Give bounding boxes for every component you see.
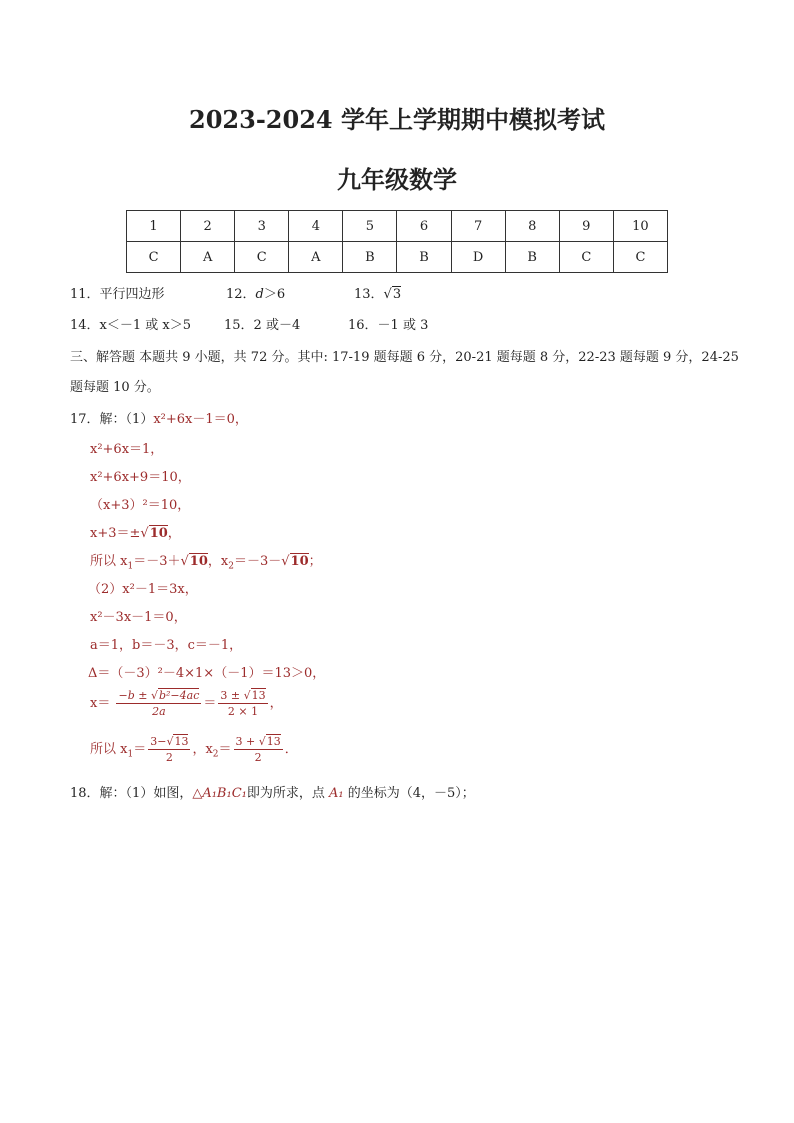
sqrt-symbol: √ — [383, 287, 392, 302]
question-number: 6 — [397, 211, 451, 242]
q17-eq6-rad2: 10 — [290, 554, 309, 569]
q17-part2: （2）x²－1＝3x， — [88, 582, 198, 597]
answer-14-value: x＜－1 或 x＞5 — [99, 318, 192, 333]
answer-12 — [226, 283, 285, 302]
answer-12-number: 12． — [226, 287, 256, 302]
fraction-numerator: −b ± √b²−4ac — [118, 689, 200, 702]
answer-15: 15．2 或－4 — [224, 318, 301, 333]
root-1-fraction — [148, 734, 190, 765]
answer-16: 16．－1 或 3 — [348, 318, 429, 333]
q17-eq12: 所以 $x_1=$ $\frac{3-√13}{2}$ ，$x_2=$ $\frac{3 + √13}{2}$ ． — [90, 735, 298, 764]
q17-eq4: （x+3）²＝10， — [90, 498, 191, 513]
answer-14-number: 14． — [70, 318, 100, 333]
q17-eq11-end: ， — [269, 696, 283, 711]
q17-eq6-pre: 所以 x — [90, 554, 128, 569]
question-number: 8 — [505, 211, 559, 242]
q17-eq6-mid1: ＝－3＋ — [133, 554, 181, 569]
q17-eq2: x²+6x＝1， — [90, 442, 164, 457]
subscript: 1 — [127, 561, 134, 572]
fraction-denominator: 2 × 1 — [227, 705, 259, 718]
table-row — [127, 211, 668, 242]
question-number: 2 — [181, 211, 235, 242]
q18-line-1 — [70, 782, 475, 801]
answer-cell: B — [343, 242, 397, 273]
fraction-numerator: 3 ± √13 — [220, 689, 266, 702]
q18-mid: 即为所求，点 — [246, 786, 329, 801]
root-2-fraction — [234, 734, 283, 765]
q17-eq1: x²+6x－1＝0， — [153, 412, 248, 427]
q17-eq8: x²－3x－1＝0， — [90, 610, 187, 625]
answer-11: 11．平行四边形 — [70, 287, 165, 302]
q18-triangle: △A₁B₁C₁ — [192, 786, 247, 801]
sqrt-symbol: √ — [243, 689, 251, 702]
question-number: 5 — [343, 211, 397, 242]
q17-eq6-rad1: 10 — [189, 554, 208, 569]
q18-head: 18．解：（1）如图， — [70, 786, 193, 801]
fraction-numerator: 3 + √13 — [235, 735, 281, 748]
answer-cell: B — [505, 242, 559, 273]
fraction-denominator: 2 — [165, 751, 173, 764]
subscript: 2 — [228, 561, 234, 572]
subscript: 2 — [212, 749, 219, 760]
q17-eq5-radicand: 10 — [149, 526, 168, 541]
subscript: 1 — [127, 749, 134, 760]
fraction-numerator: 3−√13 — [150, 735, 189, 748]
substituted-fraction — [218, 688, 267, 719]
question-number: 7 — [451, 211, 505, 242]
q17-eq6-mid3: ＝－3－ — [233, 554, 282, 569]
answer-14 — [70, 314, 191, 333]
answer-13-radicand: 3 — [392, 287, 402, 302]
answer-cell: D — [451, 242, 505, 273]
answer-table — [126, 210, 668, 273]
question-number: 1 — [127, 211, 181, 242]
answer-cell: B — [397, 242, 451, 273]
q17-eq5-end: ， — [167, 526, 181, 541]
q17-head: 17．解：（1） — [70, 412, 154, 427]
q17-eq9: a＝1，b＝－3，c＝－1， — [90, 638, 243, 653]
section-3-heading-cont: 题每题 10 分。 — [70, 380, 160, 395]
q17-eq3: x²+6x+9＝10， — [90, 470, 191, 485]
q17-eq5 — [90, 522, 181, 541]
q17-eq11 — [90, 688, 283, 719]
answer-cell: A — [289, 242, 343, 273]
q17-eq11-x: x＝ — [90, 696, 111, 711]
q17-eq10: Δ＝（－3）²－4×1×（－1）＝13＞0， — [88, 666, 326, 681]
sqrt-symbol: √ — [140, 526, 149, 541]
answer-12-value: ＞6 — [263, 287, 286, 302]
table-row — [127, 242, 668, 273]
sqrt-symbol: √ — [258, 735, 266, 748]
answer-cell: C — [559, 242, 613, 273]
q17-eq6-mid2: ，x — [207, 554, 229, 569]
quadratic-formula-fraction — [116, 688, 201, 719]
answer-cell: C — [235, 242, 289, 273]
exam-subtitle: 九年级数学 — [337, 165, 457, 194]
q17-eq5-left: x+3＝± — [90, 526, 141, 541]
sqrt-symbol: √ — [150, 689, 158, 702]
answer-13-number: 13． — [354, 287, 384, 302]
question-number: 10 — [613, 211, 667, 242]
section-3-heading: 三、解答题 本题共 9 小题，共 72 分。其中: 17-19 题每题 6 分，20-21 题每题 8 分，22-23 题每题 9 分，24-25 — [70, 350, 739, 365]
question-number: 9 — [559, 211, 613, 242]
sqrt-symbol: √ — [166, 735, 174, 748]
q17-eq6 — [90, 550, 322, 572]
fraction-denominator: 2a — [152, 705, 166, 718]
question-number: 4 — [289, 211, 343, 242]
sqrt-symbol: √ — [281, 554, 290, 569]
q18-tail: 的坐标为（4，－5）； — [343, 786, 475, 801]
q17-eq11-eq: ＝ — [203, 696, 217, 711]
answer-13 — [354, 283, 401, 302]
answer-cell: C — [127, 242, 181, 273]
q17-line-1 — [70, 408, 248, 427]
answer-cell: C — [613, 242, 667, 273]
exam-title: 2023-2024 学年上学期期中模拟考试 — [189, 105, 605, 134]
q18-point: A₁ — [329, 786, 344, 801]
answer-cell: A — [181, 242, 235, 273]
sqrt-symbol: √ — [180, 554, 189, 569]
fraction-denominator: 2 — [254, 751, 262, 764]
question-number: 3 — [235, 211, 289, 242]
answer-12-variable: d — [255, 287, 264, 302]
q17-eq6-end: ； — [308, 554, 322, 569]
